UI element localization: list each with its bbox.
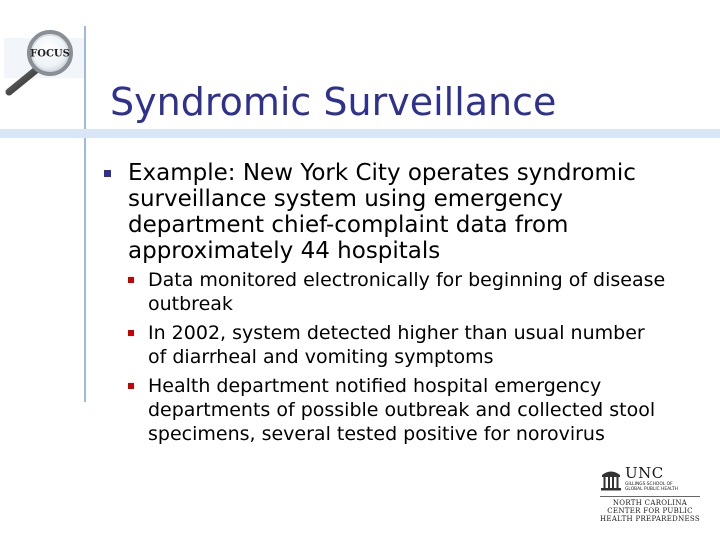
unc-logo-header bbox=[598, 466, 702, 494]
focus-logo-text: FOCUS bbox=[30, 48, 70, 60]
slide-title: Syndromic Surveillance bbox=[110, 80, 557, 124]
unc-school-line: GLOBAL PUBLIC HEALTH bbox=[625, 487, 678, 492]
main-bullet-item bbox=[104, 160, 694, 264]
sub-bullet-text: Data monitored electronically for beginning of disease outbreak bbox=[148, 269, 666, 315]
unc-logo-divider bbox=[600, 496, 700, 497]
unc-wordmark: UNC bbox=[625, 464, 664, 482]
square-bullet-icon bbox=[128, 383, 134, 389]
center-name-line: NORTH CAROLINA bbox=[612, 499, 688, 507]
sub-bullet-text: In 2002, system detected higher than usual number of diarrheal and vomiting symptoms bbox=[148, 322, 645, 368]
old-well-icon bbox=[600, 468, 622, 492]
sub-bullet-item bbox=[128, 321, 668, 369]
unc-school-line: GILLINGS SCHOOL OF bbox=[625, 482, 673, 487]
sub-bullet-item bbox=[128, 374, 668, 446]
sub-bullet-text: Health department notified hospital emergency departments of possible outbreak and collected stool specimens, several tested positive for norovirus bbox=[148, 375, 656, 445]
center-name-line: CENTER FOR PUBLIC bbox=[607, 507, 693, 515]
sub-bullet-item bbox=[128, 268, 668, 316]
center-name bbox=[598, 499, 702, 523]
focus-magnifier-logo bbox=[0, 28, 88, 100]
unc-logo bbox=[598, 466, 702, 526]
square-bullet-icon bbox=[104, 170, 111, 177]
center-name-line: HEALTH PREPAREDNESS bbox=[600, 515, 700, 523]
main-bullet-text: Example: New York City operates syndromic surveillance system using emergency department chief-complaint data from approximately 44 hospitals bbox=[128, 160, 636, 264]
square-bullet-icon bbox=[128, 330, 134, 336]
slide-content bbox=[104, 160, 694, 451]
square-bullet-icon bbox=[128, 277, 134, 283]
sub-bullet-list bbox=[104, 268, 694, 446]
title-underline-band bbox=[0, 129, 720, 138]
unc-school-name bbox=[625, 482, 678, 492]
